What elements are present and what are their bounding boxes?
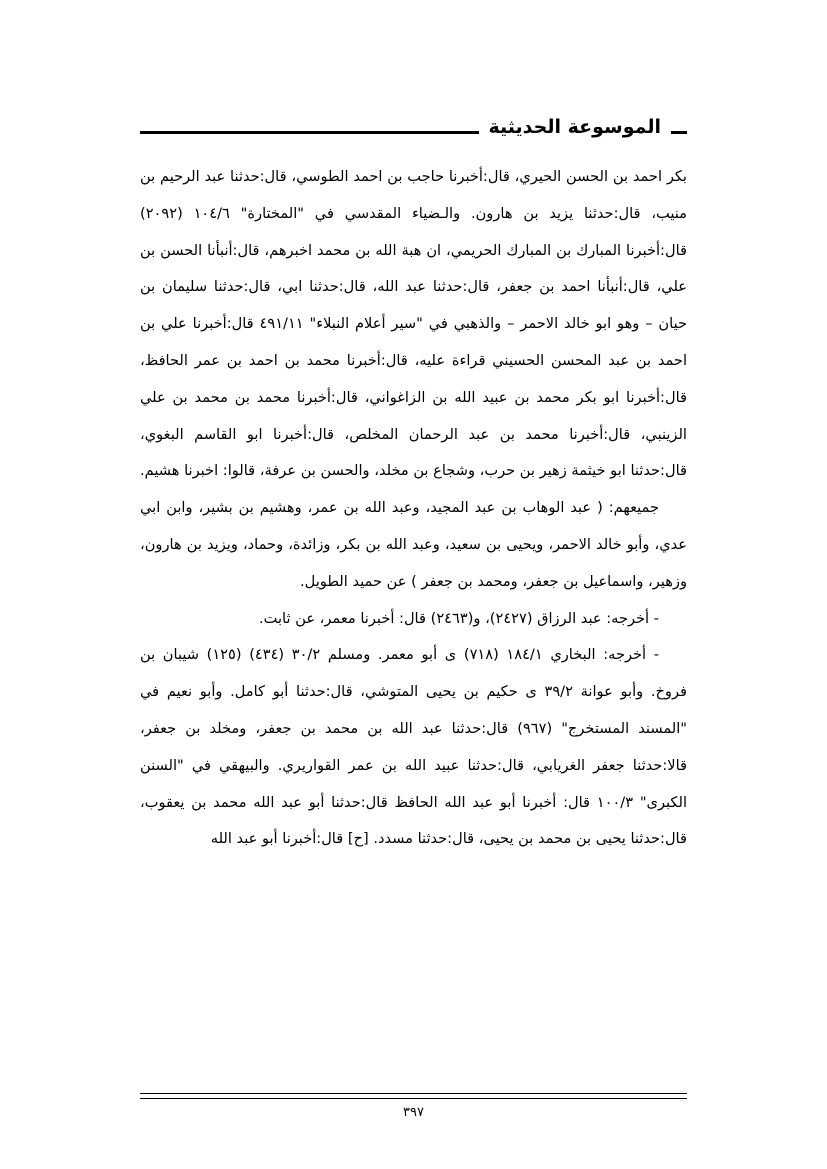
footer-rule-top bbox=[140, 1093, 687, 1094]
page-title: الموسوعة الحديثية bbox=[488, 116, 661, 138]
footer-rule-bottom bbox=[140, 1098, 687, 1099]
header-rule-short bbox=[671, 131, 687, 134]
paragraph-3: - أخرجه: عبد الرزاق (٢٤٢٧)، و(٢٤٦٣) قال: أخبرنا معمر، عن ثابت. bbox=[259, 609, 659, 627]
page-header bbox=[140, 112, 687, 142]
paragraph-1: بكر احمد بن الحسن الحيري، قال:أخبرنا حاجب بن احمد الطوسي، قال:حدثنا عبد الرحيم بن منيب، قال:حدثنا يزيد بن هارون. والـضياء المقدسي في "المختارة" ١٠٤/٦ (٢٠٩٢) قال:أخبرنا المبارك بن المبارك الحريمي، ان هبة الله بن محمد اخبرهم، قال:أنبأنا الحسن بن علي، قال:أنبأنا احمد بن جعفر، قال:حدثنا عبد الله، قال:حدثنا ابي، قال:حدثنا سليمان بن حيان – وهو ابو خالد الاحمر – والذهبي في "سير أعلام النبلاء" ٤٩١/١١ قال:أخبرنا علي بن احمد بن عبد المحسن الحسيني قراءة عليه، قال:أخبرنا محمد بن احمد بن عمر الحافظ، قال:أخبرنا ابو بكر محمد بن عبيد الله بن الزاغواني، قال:أخبرنا محمد بن محمد بن علي الزينبي، قال:أخبرنا محمد بن عبد الرحمان المخلص، قال:أخبرنا ابو القاسم البغوي، قال:حدثنا ابو خيثمة زهير بن حرب، وشجاع بن مخلد، والحسن بن عرفة، قالوا: اخبرنا هشيم. bbox=[139, 168, 687, 480]
body-text bbox=[140, 159, 687, 858]
paragraph-4: - أخرجه: البخاري ١٨٤/١ (٧١٨) ى أبو معمر. ومسلم ٣٠/٢ (٤٣٤) (١٢٥) شيبان بن فروخ. وأبو عوانة ٣٩/٢ ى حكيم بن يحيى المتوشي، قال:حدثنا أبو كامل. وأبو نعيم في "المسند المستخرج" (٩٦٧) قال:حدثنا عبد الله بن محمد بن جعفر، ومخلد بن جعفر، قالا:حدثنا جعفر الغريابي، قال:حدثنا عبيد الله بن عمر القواريري. والبيهقي في "السنن الكبرى" ١٠٠/٣ قال: أخبرنا أبو عبد الله الحافظ قال:حدثنا أبو عبد الله محمد بن يعقوب، قال:حدثنا يحيى بن محمد بن يحيى، قال:حدثنا مسدد. [ح] قال:أخبرنا أبو عبد الله bbox=[140, 646, 687, 848]
header-rule-long bbox=[140, 131, 479, 134]
page-number: ٣٩٧ bbox=[403, 1105, 424, 1120]
paragraph-2: جميعهم: ( عبد الوهاب بن عبد المجيد، وعبد الله بن عمر، وهشيم بن بشير، وابن ابي عدي، وأبو خالد الاحمر، ويحيى بن سعيد، وعبد الله بن بكر، وزائدة، وحماد، ويزيد بن هارون، وزهير، واسماعيل بن جعفر، ومحمد بن جعفر ) عن حميد الطويل. bbox=[140, 499, 687, 590]
